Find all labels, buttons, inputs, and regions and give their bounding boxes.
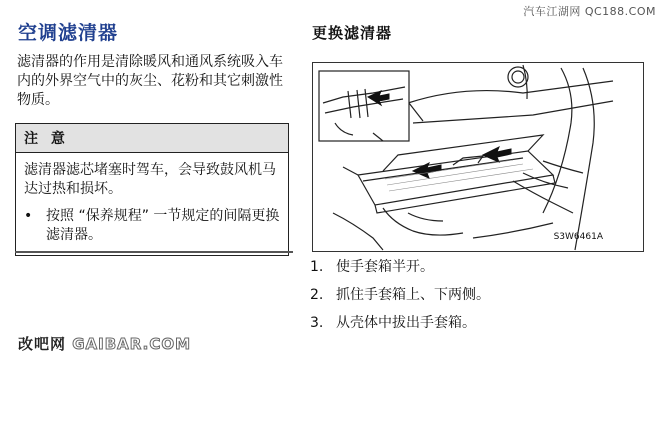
glovebox-removal-illustration bbox=[312, 62, 644, 252]
right-column bbox=[312, 22, 652, 58]
step-text: 使手套箱半开。 bbox=[336, 259, 434, 275]
section-title-air-filter: 空调滤清器 bbox=[18, 22, 119, 44]
section-title-replace-filter: 更换滤清器 bbox=[312, 24, 393, 42]
caution-bullet bbox=[24, 207, 282, 245]
caution-bullet-text: 按照 “保养规程” 一节规定的间隔更换滤清器。 bbox=[46, 208, 280, 243]
step-item bbox=[310, 258, 650, 277]
figure-code: S3W6461A bbox=[553, 232, 603, 242]
step-list bbox=[310, 258, 650, 342]
left-column bbox=[15, 18, 291, 256]
caution-heading: 注 意 bbox=[16, 124, 288, 153]
step-number: 2. bbox=[310, 287, 324, 303]
intro-paragraph: 滤清器的作用是清除暖风和通风系统吸入车内的外界空气中的灰尘、花粉和其它刺激性物质。 bbox=[17, 54, 283, 108]
section-divider bbox=[15, 251, 293, 253]
watermark-gaibar-cn: 改吧网 bbox=[18, 335, 67, 353]
caution-box bbox=[15, 123, 289, 256]
watermark-gaibar bbox=[18, 333, 191, 354]
caution-text: 滤清器滤芯堵塞时驾车，会导致鼓风机马达过热和损坏。 bbox=[24, 162, 276, 197]
step-item bbox=[310, 314, 650, 333]
step-number: 3. bbox=[310, 315, 324, 331]
step-item bbox=[310, 286, 650, 305]
caution-body bbox=[16, 153, 288, 255]
bullet-icon: • bbox=[24, 208, 33, 224]
watermark-gaibar-en: GAIBAR.COM bbox=[72, 335, 192, 353]
step-text: 抓住手套箱上、下两侧。 bbox=[336, 287, 490, 303]
step-number: 1. bbox=[310, 259, 324, 275]
watermark-site-url: 汽车江湖网 QC188.COM bbox=[523, 5, 656, 18]
glovebox-drawing bbox=[313, 63, 643, 251]
step-text: 从壳体中拔出手套箱。 bbox=[336, 315, 476, 331]
